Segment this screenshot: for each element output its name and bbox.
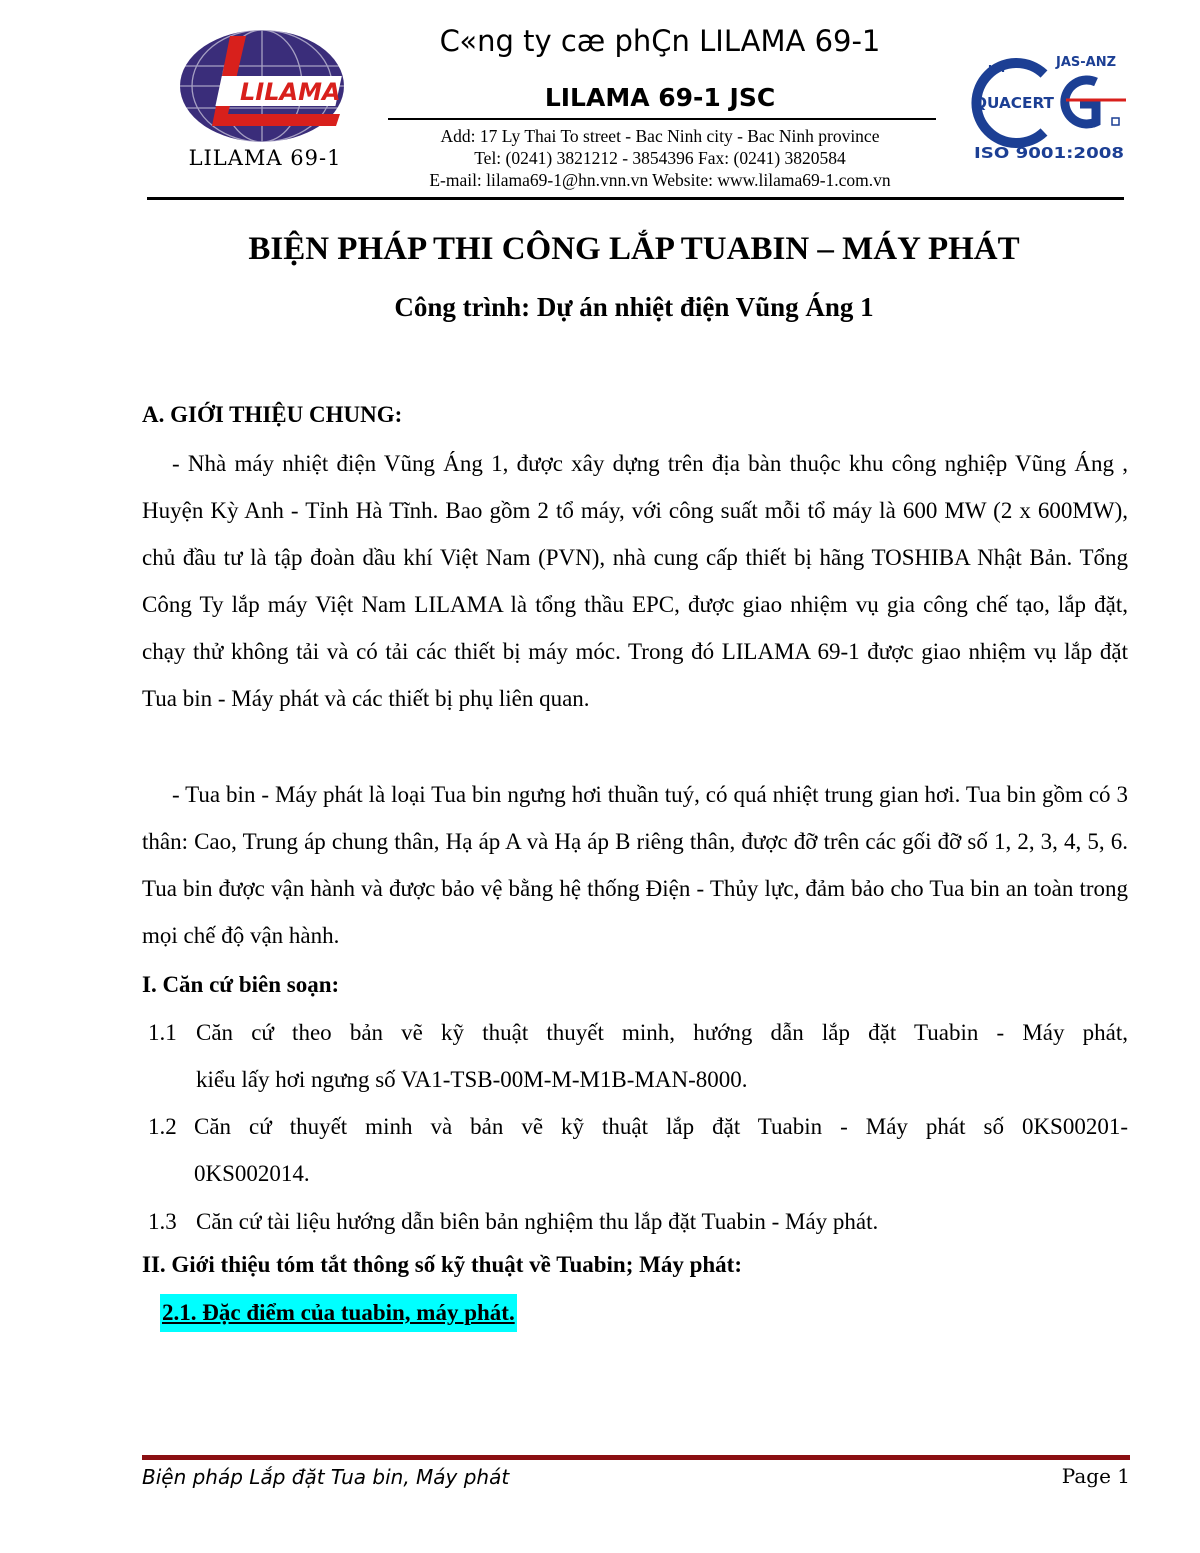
section-2-heading: II. Giới thiệu tóm tắt thông số kỹ thuật về Tuabin; Máy phát:: [142, 1252, 742, 1277]
document-title: BIỆN PHÁP THI CÔNG LẮP TUABIN – MÁY PHÁT: [248, 231, 1020, 267]
quacert-logo: [966, 52, 1134, 164]
list-item-number: 1.2: [148, 1114, 177, 1139]
lilama-logo: [176, 28, 354, 146]
logo-left-text: LILAMA: [240, 78, 341, 106]
list-item-text: Căn cứ theo bản vẽ kỹ thuật thuyết minh, hướng dẫn lắp đặt Tuabin - Máy phát,: [196, 1020, 1128, 1045]
company-address: Add: 17 Ly Thai To street - Bac Ninh city - Bac Ninh province: [440, 126, 880, 146]
quacert-text: QUACERT: [974, 94, 1055, 112]
list-item-number: 1.1: [148, 1020, 177, 1045]
iso-text: ISO 9001:2008: [974, 144, 1124, 162]
company-email-website: E-mail: lilama69-1@hn.vnn.vn Website: www.lilama69-1.com.vn: [429, 170, 891, 190]
header-separator: [388, 118, 936, 120]
jas-anz-text: JAS-ANZ: [1056, 55, 1117, 70]
company-name-en: LILAMA 69-1 JSC: [544, 83, 776, 112]
header-rule: [147, 197, 1124, 200]
intro-paragraph-2: - Tua bin - Máy phát là loại Tua bin ngưng hơi thuần tuý, có quá nhiệt trung gian hơi. Tua bin gồm có 3 thân: Cao, Trung áp chung thân, Hạ áp A và Hạ áp B riêng thân, được đỡ trên các gối đỡ số 1, 2, 3, 4, 5, 6. Tua bin được vận hành và được bảo vệ bằng hệ thống Điện - Thủy lực, đảm bảo cho Tua bin an toàn trong mọi chế độ vận hành.: [142, 782, 1128, 948]
company-phone: Tel: (0241) 3821212 - 3854396 Fax: (0241) 3820584: [474, 148, 846, 168]
list-item-text-continued: 0KS002014.: [194, 1161, 310, 1186]
logo-caption: LILAMA 69-1: [188, 146, 342, 170]
section-a-heading: A. GIỚI THIỆU CHUNG:: [142, 402, 403, 427]
section-1-heading: I. Căn cứ biên soạn:: [142, 972, 340, 997]
list-item-text: Căn cứ tài liệu hướng dẫn biên bản nghiệm thu lắp đặt Tuabin - Máy phát.: [196, 1209, 879, 1234]
section-2-1-heading: 2.1. Đặc điểm của tuabin, máy phát.: [160, 1294, 517, 1332]
document-subtitle: Công trình: Dự án nhiệt điện Vũng Áng 1: [394, 292, 874, 322]
footer-document-name: Biện pháp Lắp đặt Tua bin, Máy phát: [142, 1465, 510, 1489]
list-item: [148, 1103, 1128, 1203]
intro-paragraph-1: - Nhà máy nhiệt điện Vũng Áng 1, được xây dựng trên địa bàn thuộc khu công nghiệp Vũng Áng , Huyện Kỳ Anh - Tỉnh Hà Tĩnh. Bao gồm 2 tổ máy, với công suất mỗi tổ máy là 600 MW (2 x 600MW), chủ đầu tư là tập đoàn dầu khí Việt Nam (PVN), nhà cung cấp thiết bị hãng TOSHIBA Nhật Bản. Tổng Công Ty lắp máy Việt Nam LILAMA là tổng thầu EPC, được giao nhiệm vụ gia công chế tạo, lắp đặt, chạy thử không tải và có tải các thiết bị máy móc. Trong đó LILAMA 69-1 được giao nhiệm vụ lắp đặt Tua bin - Máy phát và các thiết bị phụ liên quan.: [142, 451, 1128, 711]
footer-rule: [142, 1455, 1130, 1460]
list-item: [148, 1009, 1128, 1109]
list-item: [148, 1198, 1128, 1248]
quacert-arc-text: un: [988, 61, 1006, 75]
list-item-text: Căn cứ thuyết minh và bản vẽ kỹ thuật lắp đặt Tuabin - Máy phát số 0KS00201-: [194, 1114, 1128, 1139]
page-number: Page 1: [1061, 1464, 1130, 1488]
company-name-vn: C«ng ty cæ phÇn LILAMA 69-1: [439, 24, 881, 58]
list-item-text-continued: kiểu lấy hơi ngưng số VA1-TSB-00M-M-M1B-MAN-8000.: [196, 1067, 748, 1092]
list-item-number: 1.3: [148, 1209, 177, 1234]
